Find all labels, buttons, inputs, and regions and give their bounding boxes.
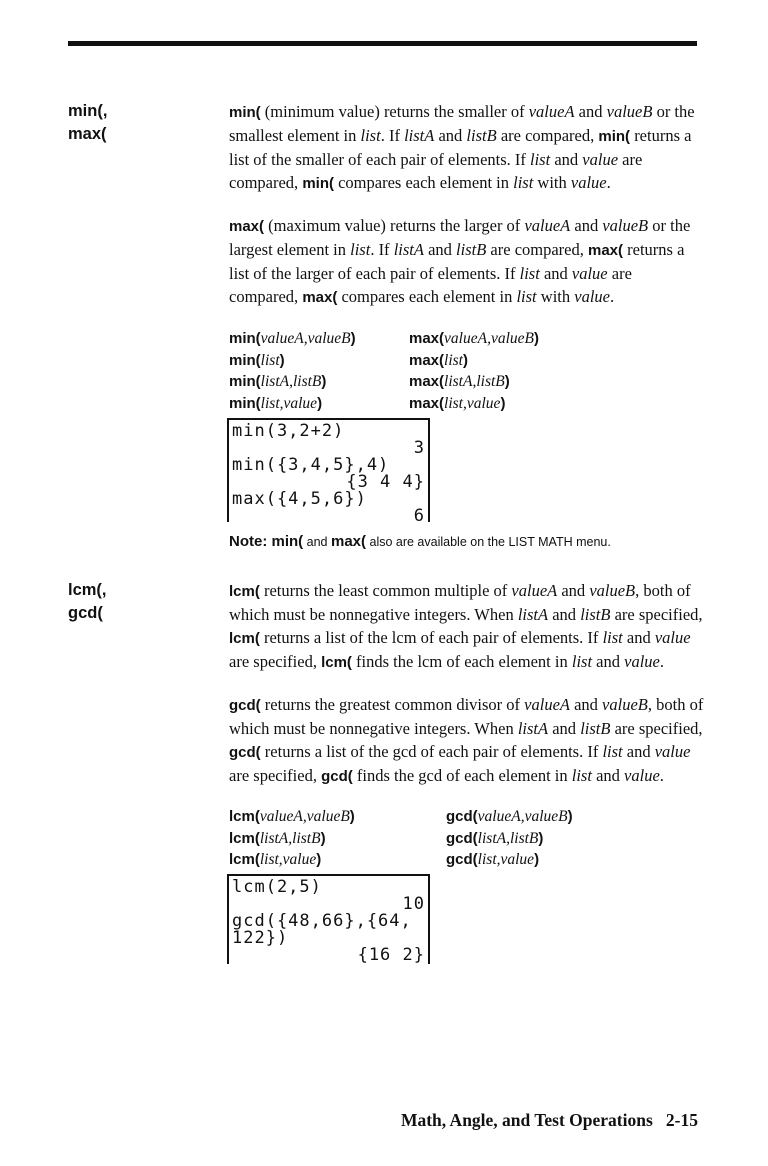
syntax-part: ) (316, 851, 322, 868)
text-run: gcd( (229, 744, 261, 761)
text-run: returns a list of the larger of each pair of elements. If (229, 240, 685, 283)
text-run: list (350, 240, 371, 259)
text-run: returns a list of the smaller of each pair of elements. If (229, 126, 692, 169)
syntax-part: ) (567, 808, 573, 825)
text-run: and (591, 766, 625, 785)
syntax-part: gcd( (446, 808, 478, 825)
syntax-part: min( (229, 373, 261, 390)
text-run: gcd( (229, 697, 261, 714)
syntax-part: list,value (477, 851, 535, 868)
text-run: . If (370, 240, 394, 259)
syntax-part: lcm( (229, 829, 260, 847)
syntax-line (409, 328, 539, 350)
syntax-line (409, 371, 539, 393)
text-run: are compared, (229, 264, 632, 306)
text-run: and (622, 628, 655, 647)
text-run: returns the greatest common divisor of (260, 695, 525, 714)
label-min: min(, (68, 102, 108, 120)
syntax-part: ) (320, 829, 326, 847)
text-run: max( (588, 242, 624, 259)
syntax-line (446, 828, 573, 850)
text-run: list (602, 628, 623, 647)
text-run: value (624, 652, 660, 671)
syntax-part: ) (317, 394, 323, 412)
syntax-line (446, 849, 573, 871)
label-lcm: lcm(, (68, 581, 107, 599)
text-run: and (574, 102, 607, 121)
text-run: value (654, 628, 691, 647)
syntax-part: valueA,valueB (444, 330, 534, 347)
text-run: list (360, 126, 381, 145)
text-run: and (539, 264, 572, 283)
text-run: with (536, 287, 575, 306)
syntax-part: list,value (259, 851, 317, 868)
syntax-part: max( (409, 373, 445, 390)
calc-screen-line: 122}) (232, 928, 289, 948)
syntax-part: list,value (444, 394, 501, 412)
text-run: listA (517, 605, 549, 624)
text-run: max( (330, 533, 367, 550)
text-run: lcm( (321, 654, 352, 671)
text-run: list (516, 287, 537, 306)
text-run: . (659, 652, 664, 671)
calculator-screen-min-max (227, 418, 430, 526)
text-run: list (571, 766, 592, 785)
max-description (229, 214, 704, 309)
syntax-part: ) (350, 330, 356, 347)
syntax-line (229, 828, 355, 850)
syntax-part: gcd( (446, 829, 478, 847)
syntax-part: min( (229, 330, 261, 347)
text-run: are specified, (610, 605, 703, 624)
text-run: (minimum value) returns the smaller of (260, 102, 529, 121)
text-run: and (303, 535, 331, 549)
page-footer: Math, Angle, and Test Operations 2-15 (400, 1110, 698, 1130)
text-run: lcm( (229, 630, 260, 647)
lcm-description (229, 579, 704, 674)
syntax-part: ) (534, 851, 540, 868)
text-run: valueB (589, 581, 636, 600)
text-run: are compared, (229, 150, 643, 192)
text-run: listA (517, 719, 549, 738)
text-run: max( (229, 218, 265, 235)
syntax-part: lcm( (229, 808, 260, 825)
text-run: valueA (528, 102, 575, 121)
syntax-part: ) (279, 351, 285, 369)
note-list-math-menu (229, 533, 611, 551)
syntax-part: ) (349, 808, 355, 825)
syntax-part: valueA,valueB (259, 808, 350, 825)
text-run: min( (302, 175, 334, 192)
calc-screen-line: lcm(2,5) (232, 877, 322, 897)
gcd-syntax-list (446, 806, 573, 871)
text-run: valueB (602, 216, 649, 235)
calc-screen-line: min({3,4,5},4) (232, 455, 390, 475)
text-run: valueB (602, 695, 648, 714)
syntax-line (409, 350, 539, 372)
text-run: max( (302, 289, 338, 306)
entry-label-min-max (68, 100, 107, 146)
text-run: value (574, 287, 610, 306)
text-run: also are available on the LIST MATH menu. (366, 535, 611, 549)
text-run: valueA (524, 695, 570, 714)
text-run: min( (598, 128, 631, 145)
syntax-line (229, 328, 356, 350)
syntax-part: min( (229, 394, 261, 412)
text-run: listA (393, 240, 424, 259)
text-run: list (513, 173, 534, 192)
text-run: or the largest element in (229, 216, 691, 259)
syntax-part: listA,listB (477, 829, 539, 847)
calc-screen-line: min(3,2+2) (232, 421, 345, 441)
text-run: listB (466, 126, 497, 145)
text-run: returns a list of the lcm of each pair of elements. If (259, 628, 603, 647)
calc-screen-line: {3 4 4} (346, 472, 425, 492)
text-run: . (659, 766, 664, 785)
text-run: finds the lcm of each element in (351, 652, 572, 671)
text-run: list (602, 742, 623, 761)
syntax-line (409, 393, 539, 415)
text-run: listB (580, 605, 611, 624)
syntax-part: ) (533, 330, 539, 347)
max-syntax-list (409, 328, 539, 414)
syntax-part: ) (321, 373, 327, 390)
calc-screen-line: 3 (413, 438, 425, 458)
text-run: lcm( (229, 583, 260, 600)
text-run: listB (580, 719, 611, 738)
text-run: listA (404, 126, 435, 145)
text-run: . (609, 287, 615, 306)
syntax-part: valueA,valueB (260, 330, 351, 347)
text-run: valueA (511, 581, 558, 600)
syntax-part: ) (462, 351, 468, 369)
text-run: and (548, 719, 581, 738)
text-run: and (569, 695, 603, 714)
syntax-line (446, 806, 573, 828)
syntax-line (229, 393, 356, 415)
syntax-line (229, 350, 356, 372)
text-run: and (622, 742, 655, 761)
syntax-part: list,value (260, 394, 318, 412)
top-rule (68, 41, 697, 46)
syntax-part: list (444, 351, 463, 369)
syntax-part: lcm( (229, 851, 260, 868)
text-run: value (570, 173, 607, 192)
gcd-description (229, 693, 704, 788)
syntax-part: valueA,valueB (477, 808, 568, 825)
text-run: are specified, (610, 719, 703, 738)
text-run: and (550, 150, 583, 169)
text-run: Note: min( (229, 533, 304, 550)
text-run: are specified, (229, 766, 322, 785)
text-run: finds the gcd of each element in (352, 766, 572, 785)
text-run: returns a list of the gcd of each pair of elements. If (260, 742, 603, 761)
syntax-part: ) (504, 373, 510, 390)
syntax-part: max( (409, 394, 445, 412)
calc-screen-line: max({4,5,6}) (232, 489, 367, 509)
text-run: valueB (606, 102, 653, 121)
syntax-line (229, 806, 355, 828)
text-run: listB (456, 240, 487, 259)
lcm-syntax-list (229, 806, 355, 871)
syntax-part: listA,listB (259, 829, 321, 847)
min-description (229, 100, 704, 195)
syntax-part: ) (538, 829, 544, 847)
calc-screen-line: gcd({48,66},{64, (232, 911, 412, 931)
calc-screen-line: 6 (413, 506, 425, 526)
syntax-part: max( (409, 351, 445, 369)
label-gcd: gcd( (68, 604, 103, 622)
text-run: list (571, 652, 593, 671)
calculator-screen-lcm-gcd (227, 874, 430, 964)
entry-label-lcm-gcd (68, 579, 107, 625)
text-run: and (570, 216, 603, 235)
text-run: . If (380, 126, 405, 145)
syntax-part: list (260, 351, 280, 369)
text-run: and (557, 581, 590, 600)
syntax-line (229, 849, 355, 871)
text-run: are specified, (229, 652, 322, 671)
text-run: with (533, 173, 571, 192)
text-run: and (592, 652, 625, 671)
calc-screen-line: 10 (402, 894, 425, 914)
text-run: (maximum value) returns the larger of (264, 216, 525, 235)
syntax-part: listA,listB (444, 373, 505, 390)
calc-screen-line: {16 2} (357, 945, 425, 965)
text-run: value (582, 150, 619, 169)
text-run: or the smallest element in (229, 102, 695, 145)
syntax-line (229, 371, 356, 393)
syntax-part: min( (229, 351, 261, 369)
text-run: value (654, 742, 691, 761)
text-run: and (434, 126, 467, 145)
text-run: list (530, 150, 551, 169)
text-run: value (571, 264, 608, 283)
label-max: max( (68, 125, 107, 143)
syntax-part: ) (500, 394, 506, 412)
syntax-part: gcd( (446, 851, 478, 868)
text-run: returns the least common multiple of (259, 581, 512, 600)
text-run: , both of which must be nonnegative integers. When (229, 581, 691, 624)
text-run: . (606, 173, 611, 192)
text-run: compares each element in (333, 173, 514, 192)
text-run: compares each element in (337, 287, 517, 306)
text-run: are compared, (496, 126, 599, 145)
text-run: are compared, (486, 240, 588, 259)
text-run: min( (229, 104, 261, 121)
text-run: gcd( (321, 768, 353, 785)
text-run: and (548, 605, 581, 624)
text-run: and (423, 240, 457, 259)
syntax-part: listA,listB (260, 373, 322, 390)
text-run: list (519, 264, 540, 283)
min-syntax-list (229, 328, 356, 414)
syntax-part: max( (409, 330, 445, 347)
text-run: value (624, 766, 660, 785)
text-run: , both of which must be nonnegative integers. When (229, 695, 704, 738)
text-run: valueA (524, 216, 571, 235)
